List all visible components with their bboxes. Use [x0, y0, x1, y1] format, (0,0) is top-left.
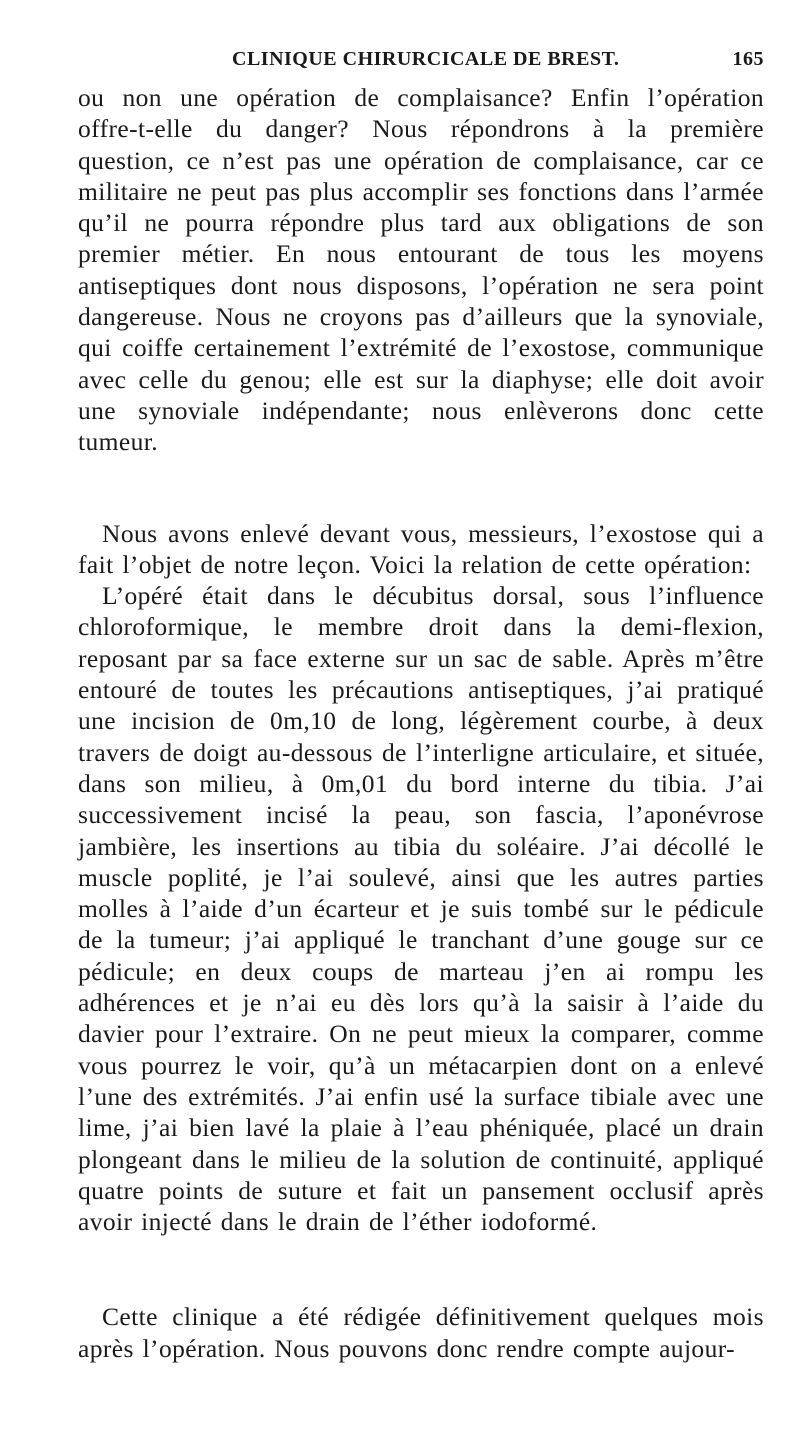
running-head	[78, 48, 764, 82]
paragraph-conclusion: Cette clinique a été rédigée définitivement quelques mois après l’opération. Nous pouvons donc rendre compte aujour-	[78, 1302, 764, 1363]
paragraph-discussion: ou non une opération de complaisance? Enfin l’opération offre-t-elle du danger? Nous répondrons à la première question, ce n’est pas une opération de complaisance, car ce militaire ne peut pas plus accomplir ses fonctions dans l’armée qu’il ne pourra répondre plus tard aux obligations de son premier métier. En nous entourant de tous les moyens antiseptiques dont nous disposons, l’opération ne sera point dangereuse. Nous ne croyons pas d’ailleurs que la synoviale, qui coiffe certainement l’extrémité de l’exostose, communique avec celle du genou; elle est sur la diaphyse; elle doit avoir une synoviale indépendante; nous enlèverons donc cette tumeur.	[78, 83, 764, 457]
running-title: CLINIQUE CHIRURCICALE DE BREST.	[232, 48, 620, 70]
paragraph-operation-intro: Nous avons enlevé devant vous, messieurs, l’exostose qui a fait l’objet de notre leçon. Voici la relation de cette opération:	[78, 518, 764, 579]
paragraph-operation-report: L’opéré était dans le décubitus dorsal, sous l’influence chloroformique, le membre droit dans la demi-flexion, reposant par sa face externe sur un sac de sable. Après m’être entouré de toutes les précautions antiseptiques, j’ai pratiqué une incision de 0m,10 de long, légèrement courbe, à deux travers de doigt au-dessous de l’interligne articulaire, et située, dans son milieu, à 0m,01 du bord interne du tibia. J’ai successivement incisé la peau, son fascia, l’aponévrose jambière, les insertions au tibia du soléaire. J’ai décollé le muscle poplité, je l’ai soulevé, ainsi que les autres parties molles à l’aide d’un écarteur et je suis tombé sur le pédicule de la tumeur; j’ai appliqué le tranchant d’une gouge sur ce pédicule; en deux coups de marteau j’en ai rompu les adhérences et je n’ai eu dès lors qu’à la saisir à l’aide du davier pour l’extraire. On ne peut mieux la comparer, comme vous pourrez le voir, qu’à un métacarpien dont on a enlevé l’une des extrémités. J’ai enfin usé la surface tibiale avec une lime, j’ai bien lavé la plaie à l’eau phéniquée, placé un drain plongeant dans le milieu de la solution de continuité, appliqué quatre points de suture et fait un pansement occlusif après avoir injecté dans le drain de l’éther iodoformé.	[78, 581, 764, 1237]
book-page	[78, 48, 764, 1364]
page-number: 165	[732, 48, 764, 70]
